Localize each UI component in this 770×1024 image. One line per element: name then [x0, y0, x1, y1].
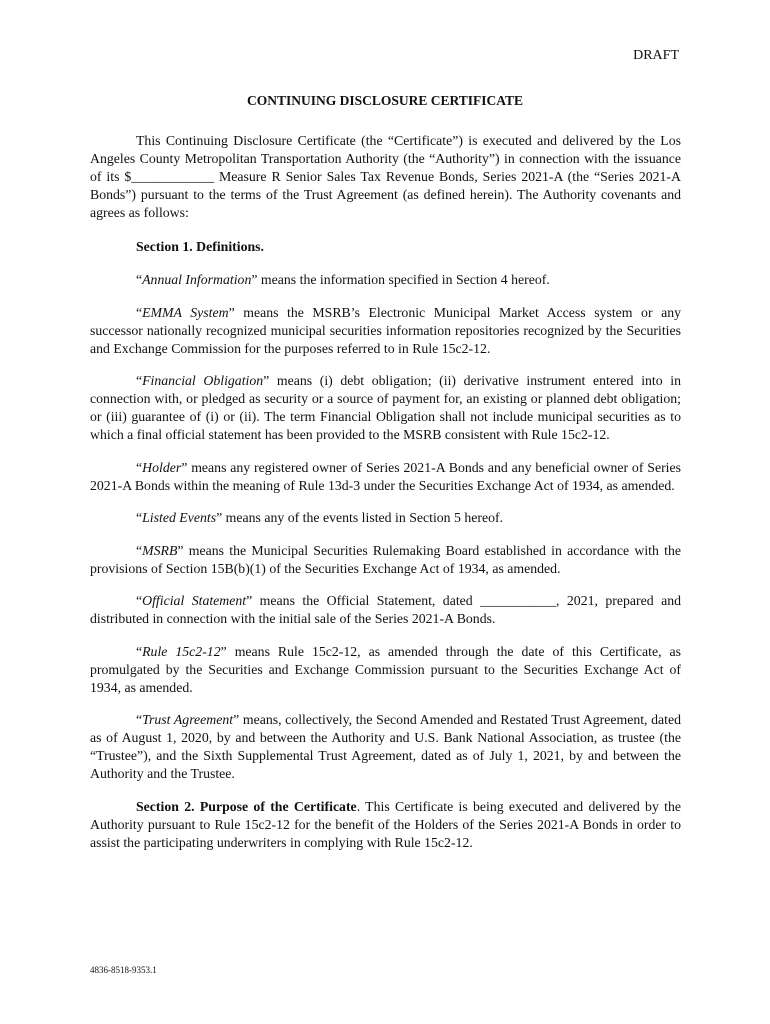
definition-term: Official Statement: [142, 593, 247, 608]
definition-term: EMMA System: [142, 304, 229, 320]
definition-official-statement: “Official Statement” means the Official Statement, dated ___________, 2021, prepared and distributed in connection with the initial sale of the Series 2021-A Bonds.: [90, 593, 681, 626]
definition-text: means Rule 15c2-12, as amended through the date of this Certificate, as promulgated by the Securities and Exchange Commission pursuant to the Securities Exchange Act of 1934, as amended.: [90, 643, 681, 695]
section-2-paragraph: [90, 798, 681, 852]
section-2-heading: Section 2. Purpose of the Certificate: [136, 798, 357, 814]
definition-annual-information: “Annual Information” means the information specified in Section 4 hereof.: [136, 272, 550, 287]
section-1-heading: Section 1. Definitions.: [136, 239, 265, 254]
definition-listed-events: “Listed Events” means any of the events listed in Section 5 hereof.: [136, 510, 504, 525]
definition-text: means the Municipal Securities Rulemaking Board established in accordance with the provisions of Section 15B(b)(1) of the Securities Exchange Act of 1934, as amended.: [90, 542, 681, 576]
definition-text: means, collectively, the Second Amended and Restated Trust Agreement, dated as of August 1, 2020, by and between the Authority and U.S. Bank National Association, as trustee (the “Trustee”), and the Sixth Supplemental Trust Agreement, dated as of July 1, 2021, by and between the Authority and the Trustee.: [90, 712, 681, 781]
definition-holder: “Holder” means any registered owner of Series 2021-A Bonds and any beneficial owner of Series 2021-A Bonds within the meaning of Rule 13d-3 under the Securities Exchange Act of 1934, as amended.: [90, 459, 681, 493]
definition-rule-15c2-12: “Rule 15c2-12” means Rule 15c2-12, as amended through the date of this Certificate, as promulgated by the Securities and Exchange Commission pursuant to the Securities Exchange Act of 1934, as amended.: [90, 643, 681, 695]
definition-text: means (i) debt obligation; (ii) derivative instrument entered into in connection with, or pledged as security or a source of payment for, an existing or planned debt obligation; or (iii) guarantee of (i) or (ii). The term Financial Obligation shall not include municipal securities as to which a final official statement has been provided to the MSRB consistent with Rule 15c2-12.: [90, 373, 681, 442]
definition-text: means any registered owner of Series 2021-A Bonds and any beneficial owner of Series 2021-A Bonds within the meaning of Rule 13d-3 under the Securities Exchange Act of 1934, as amended.: [90, 459, 681, 493]
intro-paragraph: This Continuing Disclosure Certificate (the “Certificate”) is executed and delivered by the Los Angeles County Metropolitan Transportation Authority (the “Authority”) in connection with the issuance of its $____________ Measure R Senior Sales Tax Revenue Bonds, Series 2021-A (the “Series 2021-A Bonds”) pursuant to the terms of the Trust Agreement (as defined herein). The Authority covenants and agrees as follows:: [90, 133, 681, 220]
definition-msrb: “MSRB” means the Municipal Securities Rulemaking Board established in accordance with the provisions of Section 15B(b)(1) of the Securities Exchange Act of 1934, as amended.: [90, 542, 681, 576]
definition-term: Rule 15c2-12: [142, 643, 221, 659]
definition-term: Annual Information: [142, 272, 252, 287]
section-2-text: . This Certificate is being executed and delivered by the Authority pursuant to Rule 15c2-12 for the benefit of the Holders of the Series 2021-A Bonds in order to assist the participating underwriters in complying with Rule 15c2-12.: [90, 798, 681, 850]
page-title: CONTINUING DISCLOSURE CERTIFICATE: [246, 93, 524, 108]
definition-term: Holder: [142, 459, 182, 475]
definition-text: means the information specified in Section 4 hereof.: [257, 272, 550, 287]
definition-trust-agreement: “Trust Agreement” means, collectively, the Second Amended and Restated Trust Agreement, dated as of August 1, 2020, by and between the Authority and U.S. Bank National Association, as trustee (the “Trustee”), and the Sixth Supplemental Trust Agreement, dated as of July 1, 2021, by and between the Authority and the Trustee.: [90, 712, 681, 781]
document-body: [90, 132, 681, 866]
definition-text: means the MSRB’s Electronic Municipal Market Access system or any successor nationally recognized municipal securities information repositories recognized by the Securities and Exchange Commission for the purposes referred to in Rule 15c2-12.: [90, 304, 682, 356]
definition-term: Financial Obligation: [142, 373, 264, 388]
definition-text: means any of the events listed in Section 5 hereof.: [222, 510, 504, 525]
definition-term: MSRB: [142, 542, 178, 558]
definition-term: Trust Agreement: [142, 712, 234, 727]
definition-emma-system: “EMMA System” means the MSRB’s Electronic Municipal Market Access system or any successor nationally recognized municipal securities information repositories recognized by the Securities and Exchange Commission for the purposes referred to in Rule 15c2-12.: [90, 304, 682, 356]
footer-doc-id: 4836-8518-9353.1: [90, 965, 157, 975]
draft-label: DRAFT: [633, 48, 679, 63]
definition-term: Listed Events: [142, 510, 217, 525]
definition-text: means the Official Statement, dated ___________, 2021, prepared and distributed in connection with the initial sale of the Series 2021-A Bonds.: [90, 593, 681, 626]
definition-financial-obligation: “Financial Obligation” means (i) debt obligation; (ii) derivative instrument entered into in connection with, or pledged as security or a source of payment for, an existing or planned debt obligation; or (iii) guarantee of (i) or (ii). The term Financial Obligation shall not include municipal securities as to which a final official statement has been provided to the MSRB consistent with Rule 15c2-12.: [90, 373, 681, 442]
